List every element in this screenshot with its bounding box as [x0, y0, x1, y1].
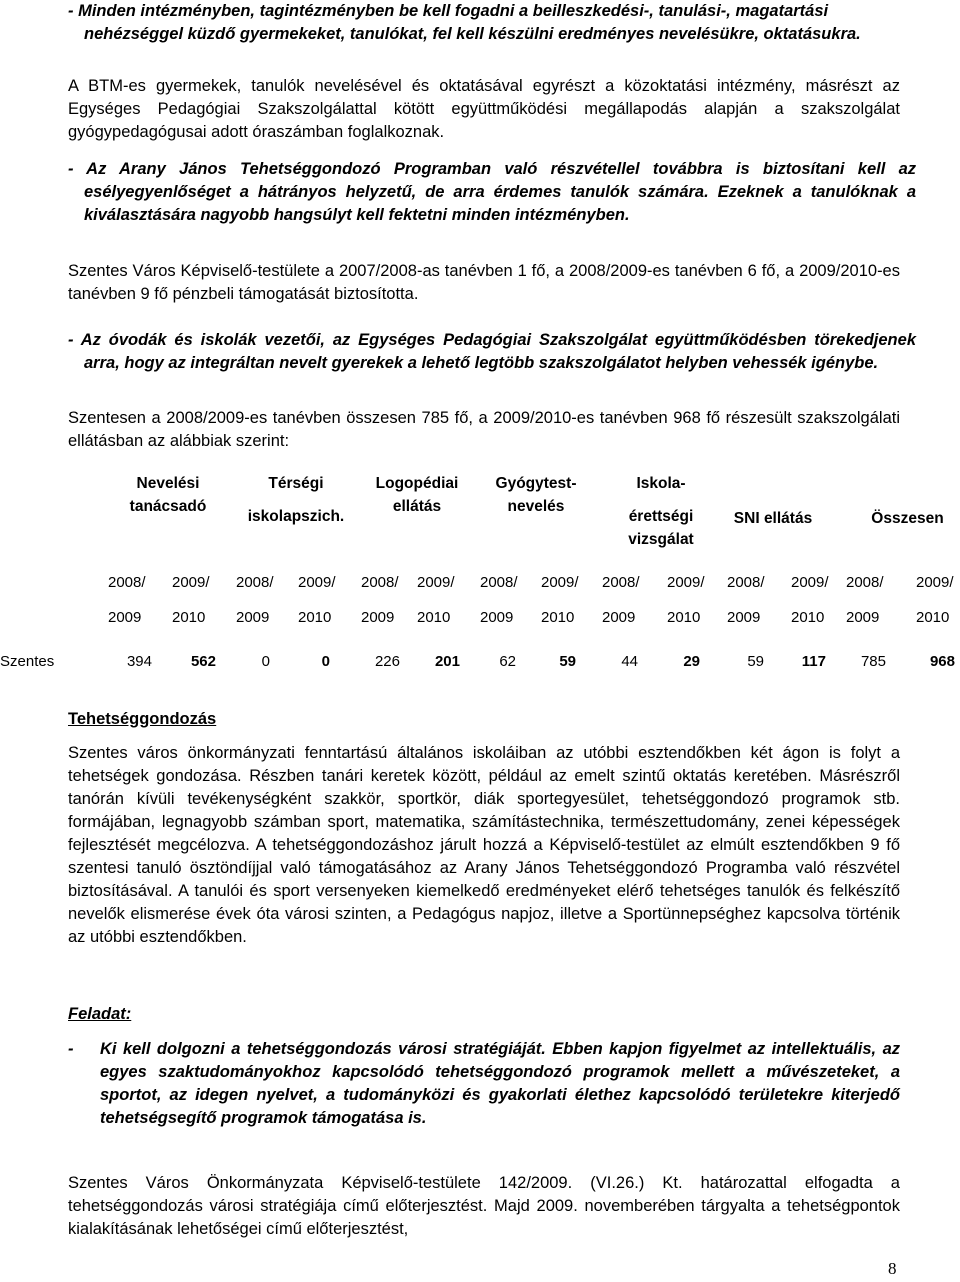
value-cell-3: 0 — [321, 653, 330, 670]
year-bottom-7: 2010 — [541, 609, 575, 626]
header-osszesen: Összesen — [871, 510, 944, 527]
value-cell-11: 117 — [801, 653, 826, 670]
year-top-7: 2009/ — [541, 574, 579, 591]
year-top-9: 2009/ — [667, 574, 705, 591]
year-top-5: 2009/ — [417, 574, 455, 591]
bullet-paragraph-kindergartens: - Az óvodák és iskolák vezetői, az Egységes Pedagógiai Szakszolgálat együttműködésben törekedjenek arra, hogy az integráltan nevelt gyerekek a lehető legtöbb szakszolgálatot helyben vehessék igénybe. — [68, 331, 916, 372]
year-top-11: 2009/ — [791, 574, 829, 591]
year-bottom-13: 2010 — [916, 609, 950, 626]
paragraph-tehetseggondozas: Szentes város önkormányzati fenntartású általános iskoláiban az utóbbi esztendőkben két ágon is folyt a tehetségek gondozása. Részben tanári keretek között, például az emelt szintű oktatás keretében. Másrészről tanórán kívüli tevékenységként szakkör, sportkör, diák sportegyesület, tehetséggondozó programok stb. formájában, legnagyobb számban sport, matematika, számítástechnika, természettudomány, zenei képességek fejlesztését megcélozva. A tehetséggondozáshoz járult hozzá a Képviselő-testület az elmúlt esztendőkben 9 fő szentesi tanuló ösztöndíjjal való támogatásához az Arany János Tehetséggondozó Programba való részvétel biztosításával. A tanulói és sport versenyeken kiemelkedő eredményeket elérő tehetséges tanulók és felkészítő nevelők elismerése évek óta városi szinten, a Pedagógus napjoz, illetve a Sportünnepséghez kapcsolva történik az utóbbi esztendőkben. — [68, 744, 900, 946]
header-tersegi-iskolapszich: Térségi iskolapszich. — [247, 475, 345, 525]
year-bottom-6: 2009 — [480, 609, 514, 626]
year-top-8: 2008/ — [602, 574, 640, 591]
value-cell-7: 59 — [559, 653, 576, 670]
year-top-0: 2008/ — [108, 574, 146, 591]
section-title-tehetseggondozas: Tehetséggondozás — [68, 710, 217, 728]
header-gyogytestneveles: Gyógytest- nevelés — [495, 475, 577, 515]
value-cell-13: 968 — [929, 653, 955, 670]
page-number: 8 — [888, 1259, 897, 1278]
task-item — [68, 1038, 900, 1130]
year-bottom-10: 2009 — [727, 609, 761, 626]
header-iskolaerettsegi-vizsgalat: Iskola- érettségi vizsgálat — [628, 475, 694, 548]
value-cell-10: 59 — [747, 653, 764, 670]
year-top-10: 2008/ — [727, 574, 765, 591]
bullet-paragraph-inclusion: - Minden intézményben, tagintézményben be kell fogadni a beilleszkedési-, tanulási-, magatartási nehézséggel küzdő gyermekeket, tanulókat, fel kell készülni eredményes nevelésükre, oktatásukra. — [68, 2, 861, 43]
year-bottom-0: 2009 — [108, 609, 142, 626]
paragraph-resolution: Szentes Város Önkormányzata Képviselő-testülete 142/2009. (VI.26.) Kt. határozattal elfogadta a tehetséggondozás városi stratégiája című előterjesztést. Majd 2009. novemberében tárgyalta a tehetségpontok kialakításának lehetőségei című előterjesztést, — [68, 1174, 900, 1238]
value-cell-8: 44 — [621, 653, 638, 670]
value-cell-2: 0 — [261, 653, 270, 670]
year-bottom-11: 2010 — [791, 609, 825, 626]
year-bottom-5: 2010 — [417, 609, 451, 626]
year-top-13: 2009/ — [916, 574, 954, 591]
year-top-1: 2009/ — [172, 574, 210, 591]
year-bottom-9: 2010 — [667, 609, 701, 626]
year-bottom-12: 2009 — [846, 609, 880, 626]
task-dash: - — [68, 1040, 74, 1058]
year-top-12: 2008/ — [846, 574, 884, 591]
paragraph-support: Szentes Város Képviselő-testülete a 2007/2008-as tanévben 1 fő, a 2008/2009-es tanévben 6 fő, a 2009/2010-es tanévben 9 fő pénzbeli támogatását biztosította. — [68, 262, 900, 303]
header-sni-ellatas: SNI ellátás — [733, 510, 813, 527]
year-bottom-4: 2009 — [361, 609, 395, 626]
value-cell-9: 29 — [683, 653, 700, 670]
paragraph-btm: A BTM-es gyermekek, tanulók nevelésével és oktatásával egyrészt a közoktatási intézmény, másrészt az Egységes Pedagógiai Szakszolgálattal kötött együttműködési megállapodás alapján a szakszolgálat gyógypedagógusai adott óraszámban foglalkoznak. — [68, 77, 900, 141]
value-cell-5: 201 — [434, 653, 460, 670]
year-top-3: 2009/ — [298, 574, 336, 591]
year-bottom-3: 2010 — [298, 609, 332, 626]
paragraph-summary: Szentesen a 2008/2009-es tanévben összesen 785 fő, a 2009/2010-es tanévben 968 fő részesült szakszolgálati ellátásban az alábbiak szerint: — [68, 409, 900, 450]
year-top-4: 2008/ — [361, 574, 399, 591]
value-cell-6: 62 — [499, 653, 516, 670]
bullet-paragraph-arany-janos: - Az Arany János Tehetséggondozó Programban való részvétellel továbbra is biztosítani kell az esélyegyenlőséget a hátrányos helyzetű, de arra érdemes tanulók számára. Ezeknek a tanulóknak a kiválasztására nagyobb hangsúlyt kell fektetni minden intézményben. — [68, 160, 916, 224]
year-bottom-1: 2010 — [172, 609, 206, 626]
value-cell-4: 226 — [374, 653, 400, 670]
row-label-szentes: Szentes — [0, 653, 55, 670]
task-text: Ki kell dolgozni a tehetséggondozás városi stratégiáját. Ebben kapjon figyelmet az intellektuális, az egyes szaktudományokhoz kapcsolódó tehetséggondozó programok mellett a művészeteket, a sportot, az idegen nyelvet, a tudományközi és gyakorlati élethez kapcsolódó területekre kiterjedő tehetségsegítő programok támogatása is. — [100, 1040, 900, 1127]
value-cell-0: 394 — [126, 653, 152, 670]
header-logopediai-ellatas: Logopédiai ellátás — [375, 475, 459, 515]
value-cell-12: 785 — [860, 653, 886, 670]
year-top-6: 2008/ — [480, 574, 518, 591]
task-title: Feladat: — [68, 1005, 132, 1023]
year-bottom-8: 2009 — [602, 609, 636, 626]
year-top-2: 2008/ — [236, 574, 274, 591]
year-bottom-2: 2009 — [236, 609, 270, 626]
header-nevelesi-tanacsado: Nevelési tanácsadó — [129, 475, 207, 515]
value-cell-1: 562 — [190, 653, 216, 670]
